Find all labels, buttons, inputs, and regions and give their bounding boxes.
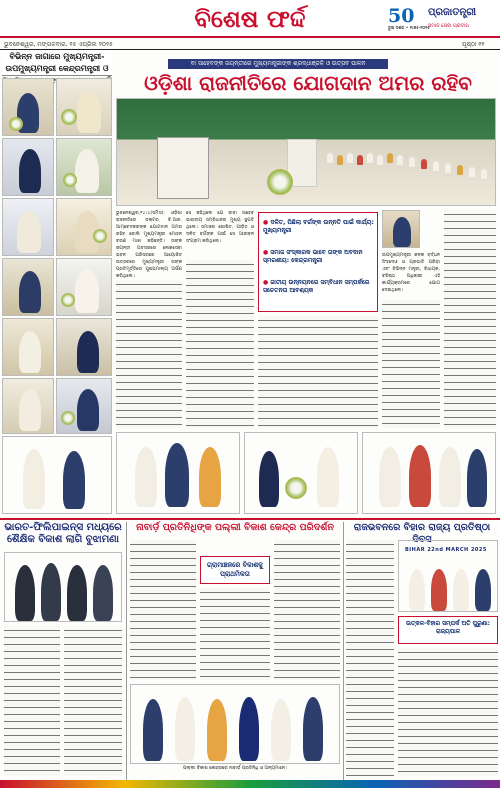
side-photo-bottom	[2, 436, 112, 514]
lead-photo-4	[362, 432, 496, 514]
highlight-3: ● ଜାତୀୟ ଉନ୍ନୟନରେ ସମ୍ବିଧାନ ସମ୍ପର୍କରେ ସଚେତନତା ଆବଶ୍ୟକ	[263, 279, 370, 294]
highlight-text: ସମାଜ ସଂସ୍କାରକ ଭାବେ ତାଙ୍କ ଅବଦାନ ସ୍ମରଣୀୟ: କେନ୍ଦ୍ରମନ୍ତ୍ରୀ	[263, 249, 363, 264]
section-title: ବିଶେଷ ଫର୍ଦ୍ଦ	[194, 5, 306, 33]
photo-tribute-2	[56, 78, 112, 136]
photo-tribute-10	[56, 318, 112, 376]
photo-tribute-6	[56, 198, 112, 256]
photo-tribute-12	[56, 378, 112, 434]
body-text-lines	[346, 540, 394, 776]
inset-portrait	[382, 210, 420, 248]
body-text-lines	[444, 210, 496, 428]
story-right-headline: ରାଜଭବନରେ ବିହାର ରାଜ୍ୟ ପ୍ରତିଷ୍ଠା ଦିବସ	[353, 522, 491, 545]
portrait-frame	[157, 137, 209, 199]
banner-text: BIHAR 22nd MARCH 2025	[405, 547, 487, 553]
side-headline: ବିଭିନ୍ନ ଜାଗାରେ ମୁଖ୍ୟମନ୍ତ୍ରୀ-ଉପମୁଖ୍ୟମନ୍ତ୍ରୀ କେନ୍ଦ୍ରମନ୍ତ୍ରୀ ଓ	[2, 50, 112, 76]
story-right-photo	[398, 540, 498, 612]
lead-photo-2	[116, 432, 240, 514]
highlight-1: ● ଦଳିତ, ପିଛିଲା ବର୍ଗଙ୍କ ଉନ୍ନତି ପାଇଁ କାର୍ଯ୍ୟ: ମୁଖ୍ୟମନ୍ତ୍ରୀ	[263, 219, 374, 234]
dateline: ଭୁବନେଶ୍ୱର, ମଙ୍ଗଳବାର, ୧୫ ଏପ୍ରିଲ ୨୦୨୫	[4, 41, 113, 48]
lead-para-3: ଉପମୁଖ୍ୟମନ୍ତ୍ରୀ କନକ ବର୍ଦ୍ଧନ ସିଂହଦେଓ ଓ ପ୍ରଭାତି ପରିଡ଼ା ଏବଂ ବିଭିନ୍ନ ମନ୍ତ୍ରୀ, ବିଧାୟକ, ବରିଷ୍ଠ ଅଧିକାରୀ ଏହି କାର୍ଯ୍ୟକ୍ରମରେ ଯୋଗ ଦେଇଥିଲେ।	[382, 253, 440, 293]
story-center-caption: ପଲ୍ଲୀ ବିକାଶ କେନ୍ଦ୍ରରେ ନାବାର୍ଡ଼ ପ୍ରତିନିଧି ଓ ଅନ୍ୟମାନେ।	[182, 766, 288, 771]
photo-tribute-1	[2, 78, 54, 136]
lead-photo-3	[244, 432, 358, 514]
column-rule	[126, 522, 127, 780]
highlight-text: ଜାତୀୟ ଉନ୍ନୟନରେ ସମ୍ବିଧାନ ସମ୍ପର୍କରେ ସଚେତନତା ଆବଶ୍ୟକ	[263, 279, 370, 294]
body-text-lines	[274, 540, 340, 680]
photo-tribute-3	[2, 138, 54, 196]
lead-para-2: ସେ କହିଥିଲେ ଯେ ବାବା ସାହେବ ଭାରତୀୟ ସମ୍ବିଧାନର ମୁଖ୍ୟ ସ୍ଥପତି ଥିଲେ। ସମାଜର ଶୋଷିତ, ପୀଡ଼ିତ ଓ ଦଳିତ ବର୍ଗଙ୍କ ପାଇଁ ସେ ଆଜୀବନ ସଂଗ୍ରାମ କରିଥିଲେ।	[186, 211, 254, 244]
body-text-lines	[382, 300, 440, 428]
page-number: ପୃଷ୍ଠା ୧୧	[462, 41, 485, 48]
lead-kicker: ବା ସାହେବଙ୍କ ଜୟନ୍ତୀରେ ମୁଖ୍ୟମନ୍ତ୍ରୀଙ୍କ ଶ୍ରଦ୍ଧାଞ୍ଜଳି ଓ ଉତ୍ସବ ପାଳନ	[168, 59, 388, 69]
story-right-highlight: ଉତ୍କଳ-ବିହାର ସମ୍ପର୍କ ଅତି ପୁରୁଣା: ରାଜ୍ୟପାଳ	[398, 616, 498, 644]
highlight-text: ଦଳିତ, ପିଛିଲା ବର୍ଗଙ୍କ ଉନ୍ନତି ପାଇଁ କାର୍ଯ୍ୟ: ମୁଖ୍ୟମନ୍ତ୍ରୀ	[263, 219, 374, 234]
masthead	[0, 0, 500, 38]
body-text-lines	[258, 316, 378, 428]
lead-headline: ଓଡ଼ିଶା ରାଜନୀତିରେ ଯୋଗଦାନ ଅମର ରହିବ	[144, 71, 472, 95]
footer-color-strip	[0, 780, 500, 788]
photo-tribute-7	[2, 258, 54, 316]
body-text-lines	[186, 260, 254, 428]
photo-tribute-11	[2, 378, 54, 434]
photo-tribute-8	[56, 258, 112, 316]
lead-para-1: ଭୁବନେଶ୍ୱର,୧୪।୪(ସମିସ): ଓଡ଼ିଶା ରାଜନୀତିରେ ଡକ୍ଟର ବି.ଆର. ଆମ୍ବେଦକରଙ୍କ ଯୋଗଦାନ ଅମର ରହିବ ବୋଲି ମୁଖ୍ୟମନ୍ତ୍ରୀ ମୋହନ ଚରଣ ମାଝୀ କହିଛନ୍ତି। ତାଙ୍କ ଜୟନ୍ତୀ ଅବସରରେ ଲୋକସେବା ଭବନ ପରିସରରେ ଆୟୋଜିତ ଉତ୍ସବରେ ମୁଖ୍ୟମନ୍ତ୍ରୀ ତାଙ୍କ ପ୍ରତିମୂର୍ତ୍ତିରେ ପୁଷ୍ପମାଲ୍ୟ ଅର୍ପଣ କରିଥିଲେ।	[116, 211, 182, 279]
highlights-box	[258, 212, 378, 312]
story-center-highlight: ଗ୍ରାମାଞ୍ଚଳରେ ବିକାଶକୁ ପ୍ରାଥମିକତା	[200, 556, 270, 584]
body-text-lines	[116, 280, 182, 428]
body-text-lines	[130, 540, 196, 680]
logo-number: 50	[388, 5, 415, 27]
story-left-photo	[4, 552, 122, 622]
highlight-2: ● ସମାଜ ସଂସ୍କାରକ ଭାବେ ତାଙ୍କ ଅବଦାନ ସ୍ମରଣୀୟ: କେନ୍ଦ୍ରମନ୍ତ୍ରୀ	[263, 249, 363, 264]
photo-tribute-4	[56, 138, 112, 196]
section-divider	[0, 518, 500, 520]
body-text-lines	[398, 648, 498, 776]
story-center-headline: ନାବାର୍ଡ଼ ପ୍ରତିନିଧିଙ୍କ ପଲ୍ଲୀ ବିକାଶ କେନ୍ଦ୍ର ପରିଦର୍ଶନ	[136, 522, 334, 533]
column-rule	[343, 522, 344, 780]
body-text-lines	[64, 626, 122, 776]
story-center-photo	[130, 684, 340, 764]
logo-sub: ଡୁଇ ଦଶକ • ୧୯୭୫-୨୦୨୫	[388, 25, 430, 30]
body-text-lines	[200, 588, 270, 680]
body-text-lines	[4, 626, 60, 776]
anniversary-logo	[388, 5, 430, 30]
brand-name: ପ୍ରଜାତନ୍ତ୍ରୀ	[428, 7, 477, 18]
lead-photo-hall	[116, 98, 496, 206]
photo-tribute-9	[2, 318, 54, 376]
brand-subtitle: ସମାଜ ସେବା ପ୍ରଦୀପ	[428, 23, 469, 29]
photo-tribute-5	[2, 198, 54, 256]
story-left-headline: ଭାରତ-ଫିଲିପାଇନ୍ସ ମଧ୍ୟରେ ଶୈକ୍ଷିକ ବିକାଶ ଲାଗି ବୁଝାମଣା	[4, 522, 122, 545]
